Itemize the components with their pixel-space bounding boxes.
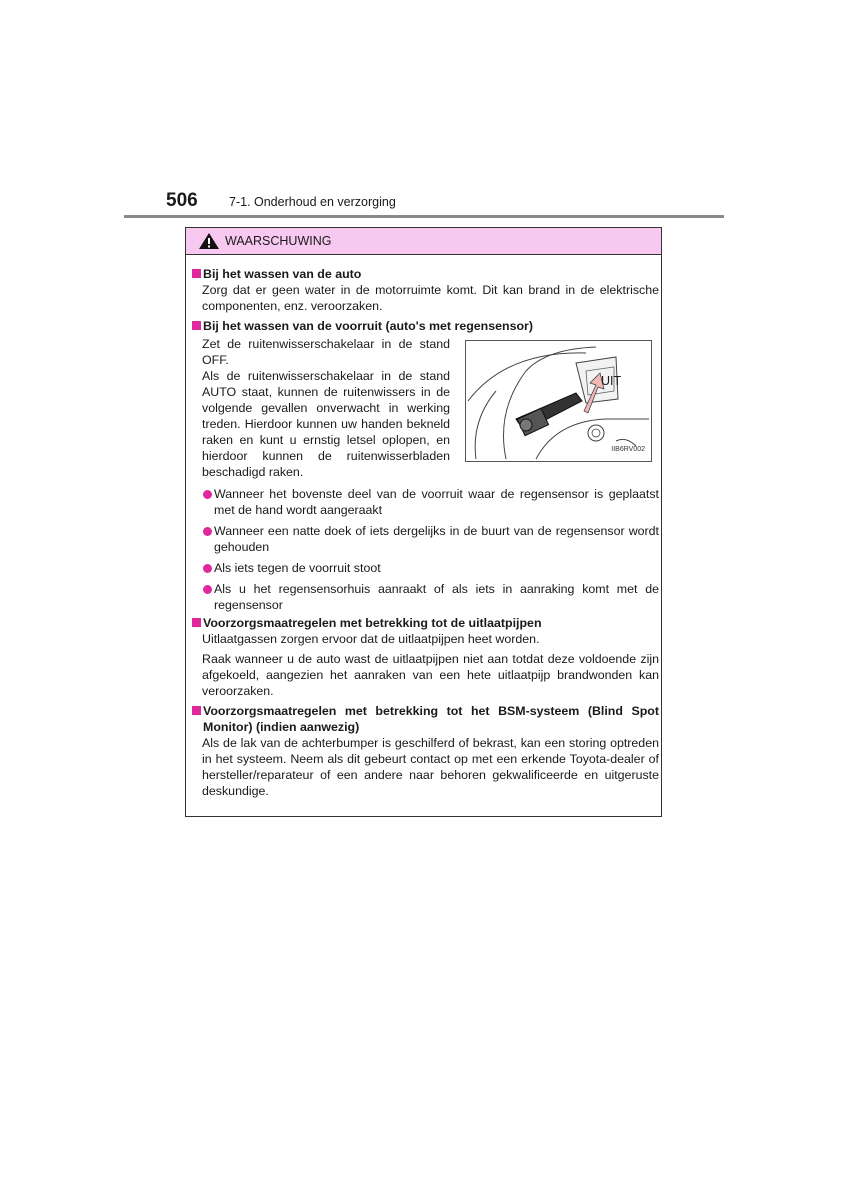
paragraph-bsm: Als de lak van de achterbumper is geschilferd of bekrast, kan een storing optreden in het systeem. Neem als dit gebeurt contact op met een erkende Toyota-dealer of hersteller/reparateur of een andere naar behoren gekwalificeerde en uitgeruste deskundige. bbox=[202, 736, 659, 798]
wiper-switch-figure bbox=[465, 340, 652, 462]
paragraph-exhaust-2: Raak wanneer u de auto wast de uitlaatpijpen niet aan totdat deze voldoende zijn afgekoeld, aangezien het aanraken van een hete uitlaatpijp brandwonden kan veroorzaken. bbox=[202, 652, 659, 698]
subheading-bsm: Voorzorgsmaatregelen met betrekking tot het BSM-systeem (Blind Spot Monitor) (indien aanwezig) bbox=[189, 703, 659, 735]
page-number: 506 bbox=[166, 190, 198, 211]
figure-label-uit: UIT bbox=[601, 374, 622, 388]
list-item: Als iets tegen de voorruit stoot bbox=[189, 560, 659, 576]
section-title: 7-1. Onderhoud en verzorging bbox=[229, 195, 396, 209]
warning-content bbox=[189, 264, 659, 803]
list-item: Wanneer een natte doek of iets dergelijks in de buurt van de regensensor wordt gehouden bbox=[189, 523, 659, 555]
square-bullet-icon bbox=[192, 706, 201, 715]
figure-code: IIB6RV002 bbox=[611, 446, 645, 453]
square-bullet-icon bbox=[192, 321, 201, 330]
subheading-washing: Bij het wassen van de auto bbox=[189, 266, 659, 282]
circle-bullet-icon bbox=[203, 490, 212, 499]
subheading-exhaust: Voorzorgsmaatregelen met betrekking tot de uitlaatpijpen bbox=[189, 615, 659, 631]
header-rule bbox=[124, 215, 724, 218]
circle-bullet-icon bbox=[203, 527, 212, 536]
paragraph-exhaust-1: Uitlaatgassen zorgen ervoor dat de uitlaatpijpen heet worden. bbox=[202, 632, 540, 646]
windshield-block bbox=[189, 334, 659, 480]
warning-triangle-icon bbox=[198, 232, 220, 250]
circle-bullet-icon bbox=[203, 564, 212, 573]
list-item: Als u het regensensorhuis aanraakt of als iets in aanraking komt met de regensensor bbox=[189, 581, 659, 613]
list-item: Wanneer het bovenste deel van de voorruit waar de regensensor is geplaatst met de hand wordt aangeraakt bbox=[189, 486, 659, 518]
windshield-text: Zet de ruitenwisserschakelaar in de stand OFF. Als de ruitenwisserschakelaar in de stand AUTO staat, kunnen de ruitenwissers in de volgende gevallen onverwacht in werking treden. Hierdoor kunnen uw handen bekneld raken en kunt u ernstig letsel oplopen, en hierdoor kunnen de ruitenwisserbladen beschadigd raken. bbox=[202, 337, 450, 479]
paragraph-washing: Zorg dat er geen water in de motorruimte komt. Dit kan brand in de elektrische componenten, enz. veroorzaken. bbox=[202, 283, 659, 313]
square-bullet-icon bbox=[192, 618, 201, 627]
square-bullet-icon bbox=[192, 269, 201, 278]
warning-label: WAARSCHUWING bbox=[225, 234, 332, 248]
subheading-windshield: Bij het wassen van de voorruit (auto's met regensensor) bbox=[189, 318, 659, 334]
warning-header bbox=[186, 228, 661, 255]
warning-box bbox=[185, 227, 662, 817]
circle-bullet-icon bbox=[203, 585, 212, 594]
